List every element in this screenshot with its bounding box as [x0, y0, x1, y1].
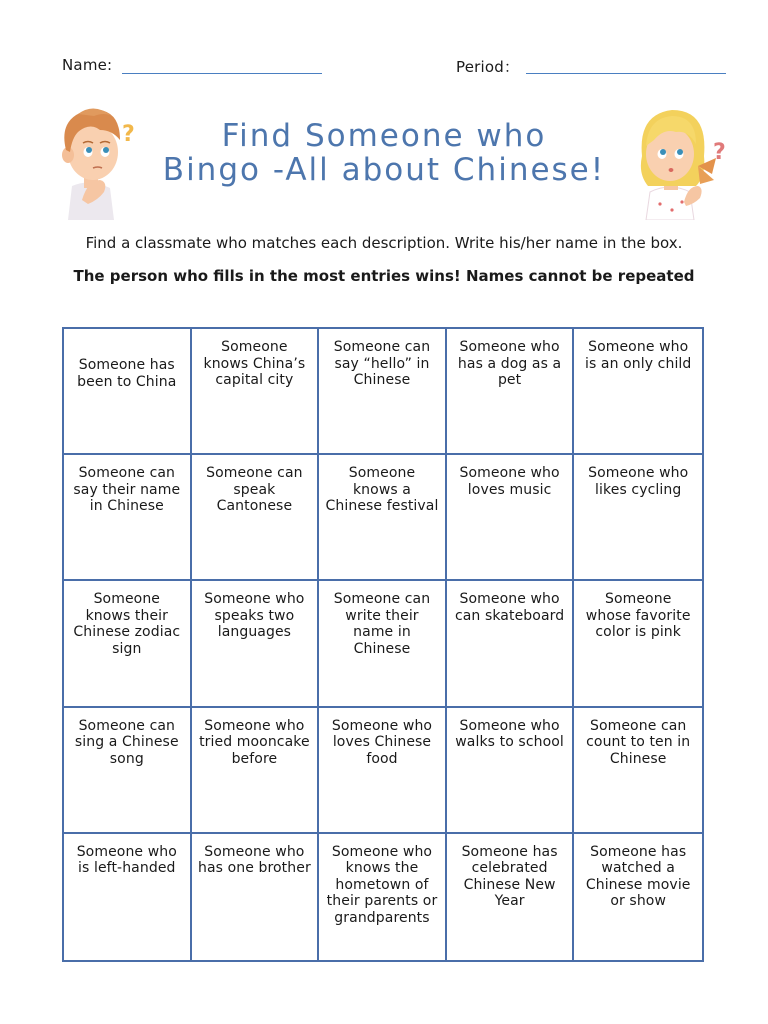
bingo-cell[interactable]: Someone can say their name in Chinese [64, 455, 192, 581]
bingo-cell[interactable]: Someone can sing a Chinese song [64, 708, 192, 834]
bingo-cell[interactable]: Someone can write their name in Chinese [319, 581, 447, 707]
question-mark-icon: ? [713, 140, 726, 165]
bingo-cell[interactable]: Someone has been to China [64, 329, 192, 455]
period-field[interactable] [526, 73, 726, 74]
bingo-cell[interactable]: Someone has celebrated Chinese New Year [447, 834, 575, 960]
bingo-cell[interactable]: Someone can say “hello” in Chinese [319, 329, 447, 455]
bingo-cell[interactable]: Someone who walks to school [447, 708, 575, 834]
bingo-cell[interactable]: Someone can speak Cantonese [192, 455, 320, 581]
instructions-text: Find a classmate who matches each description. Write his/her name in the box. [85, 234, 683, 252]
rules-text: The person who fills in the most entries wins! Names cannot be repeated [73, 267, 695, 285]
bingo-cell[interactable]: Someone whose favorite color is pink [574, 581, 702, 707]
bingo-grid [62, 327, 704, 962]
bingo-cell[interactable]: Someone who tried mooncake before [192, 708, 320, 834]
page-title-line1: Find Someone who [221, 118, 547, 154]
bingo-cell[interactable]: Someone knows their Chinese zodiac sign [64, 581, 192, 707]
bingo-cell[interactable]: Someone can count to ten in Chinese [574, 708, 702, 834]
bingo-cell[interactable]: Someone who speaks two languages [192, 581, 320, 707]
bingo-cell[interactable]: Someone who can skateboard [447, 581, 575, 707]
bingo-cell[interactable]: Someone who likes cycling [574, 455, 702, 581]
bingo-cell[interactable]: Someone who knows the hometown of their parents or grandparents [319, 834, 447, 960]
question-mark-icon: ? [122, 122, 135, 147]
bingo-cell[interactable]: Someone who has one brother [192, 834, 320, 960]
bingo-cell[interactable]: Someone who is left-handed [64, 834, 192, 960]
page-title-line2: Bingo -All about Chinese! [162, 152, 606, 188]
bingo-cell[interactable]: Someone knows China’s capital city [192, 329, 320, 455]
bingo-cell[interactable]: Someone who is an only child [574, 329, 702, 455]
name-field[interactable] [122, 73, 322, 74]
period-label: Period： [456, 58, 520, 76]
bingo-cell[interactable]: Someone who has a dog as a pet [447, 329, 575, 455]
bingo-cell[interactable]: Someone who loves music [447, 455, 575, 581]
bingo-cell[interactable]: Someone has watched a Chinese movie or show [585, 843, 691, 910]
bingo-cell[interactable]: Someone who loves Chinese food [319, 708, 447, 834]
name-label: Name: [62, 56, 113, 74]
bingo-cell[interactable]: Someone knows a Chinese festival [319, 455, 447, 581]
